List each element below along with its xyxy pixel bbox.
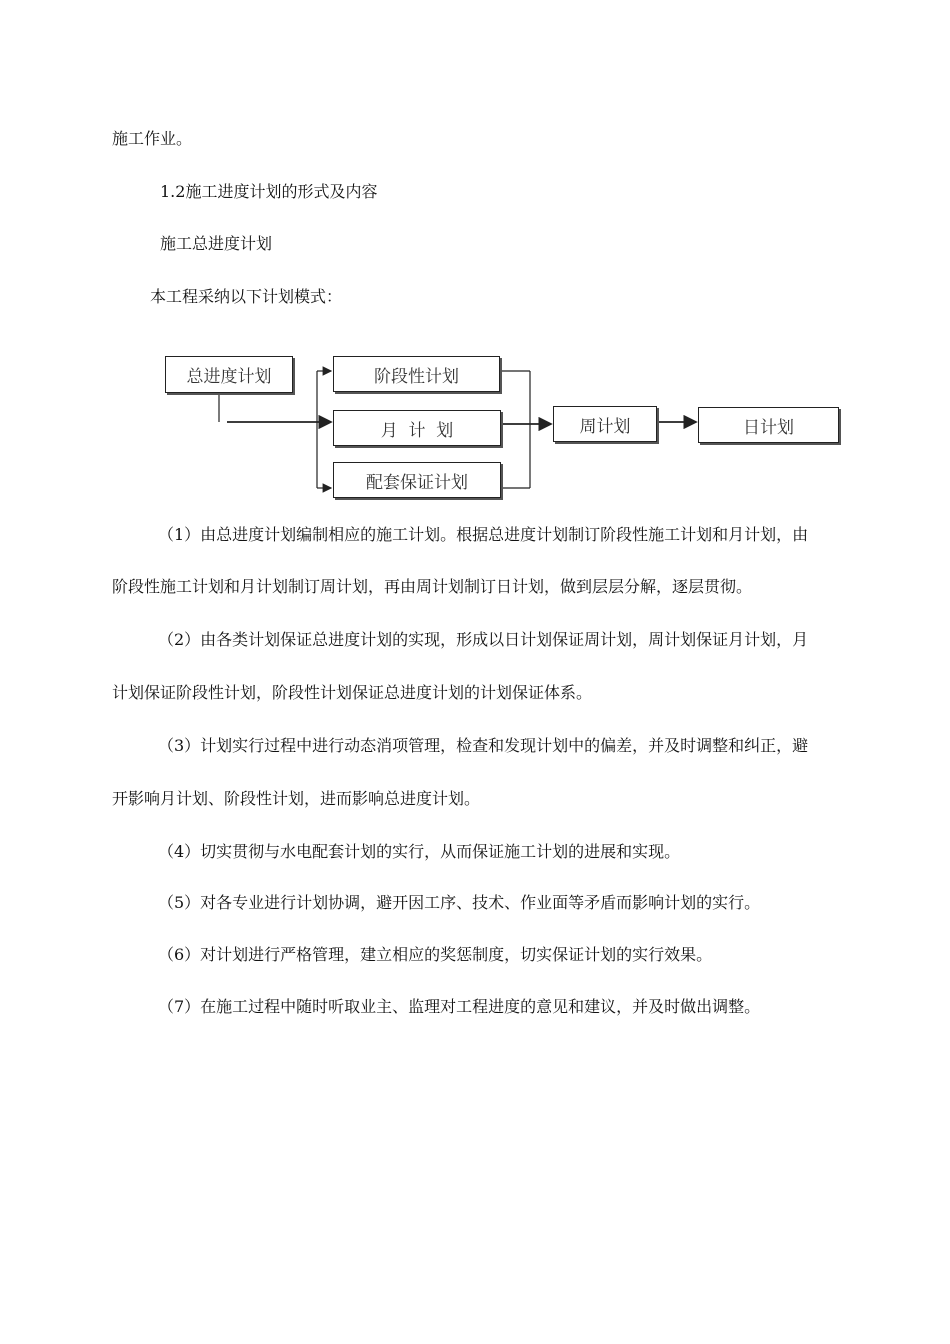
- text-line: 施工作业。: [112, 129, 193, 148]
- paragraph-line: （5）对各专业进行计划协调，避开因工序、技术、作业面等矛盾而影响计划的实行。: [158, 893, 761, 912]
- node-phase-plan: 阶段性计划: [333, 356, 500, 392]
- subsection-heading: 施工总进度计划: [160, 234, 273, 253]
- paragraph-line: （3）计划实行过程中进行动态消项管理，检查和发现计划中的偏差，并及时调整和纠正，避: [158, 736, 809, 755]
- node-day-plan: 日计划: [698, 407, 839, 443]
- node-total-plan: 总进度计划: [165, 356, 293, 393]
- node-month-plan: 月 计 划: [333, 410, 501, 446]
- paragraph-line: （2）由各类计划保证总进度计划的实现，形成以日计划保证周计划，周计划保证月计划，月: [158, 630, 809, 649]
- paragraph-line: （1）由总进度计划编制相应的施工计划。根据总进度计划制订阶段性施工计划和月计划，由: [158, 525, 809, 544]
- node-week-plan: 周计划: [553, 406, 657, 442]
- paragraph-line: 开影响月计划、阶段性计划，进而影响总进度计划。: [112, 789, 481, 808]
- paragraph-line: （6）对计划进行严格管理，建立相应的奖惩制度，切实保证计划的实行效果。: [158, 945, 713, 964]
- section-heading: 1.2施工进度计划的形式及内容: [160, 182, 378, 201]
- node-support-plan: 配套保证计划: [333, 462, 501, 498]
- paragraph-line: （7）在施工过程中随时听取业主、监理对工程进度的意见和建议，并及时做出调整。: [158, 997, 761, 1016]
- paragraph-line: 计划保证阶段性计划，阶段性计划保证总进度计划的计划保证体系。: [112, 683, 593, 702]
- text-line: 本工程采纳以下计划模式：: [150, 287, 343, 306]
- paragraph-line: 阶段性施工计划和月计划制订周计划，再由周计划制订日计划，做到层层分解，逐层贯彻。: [112, 577, 753, 596]
- paragraph-line: （4）切实贯彻与水电配套计划的实行，从而保证施工计划的进展和实现。: [158, 842, 681, 861]
